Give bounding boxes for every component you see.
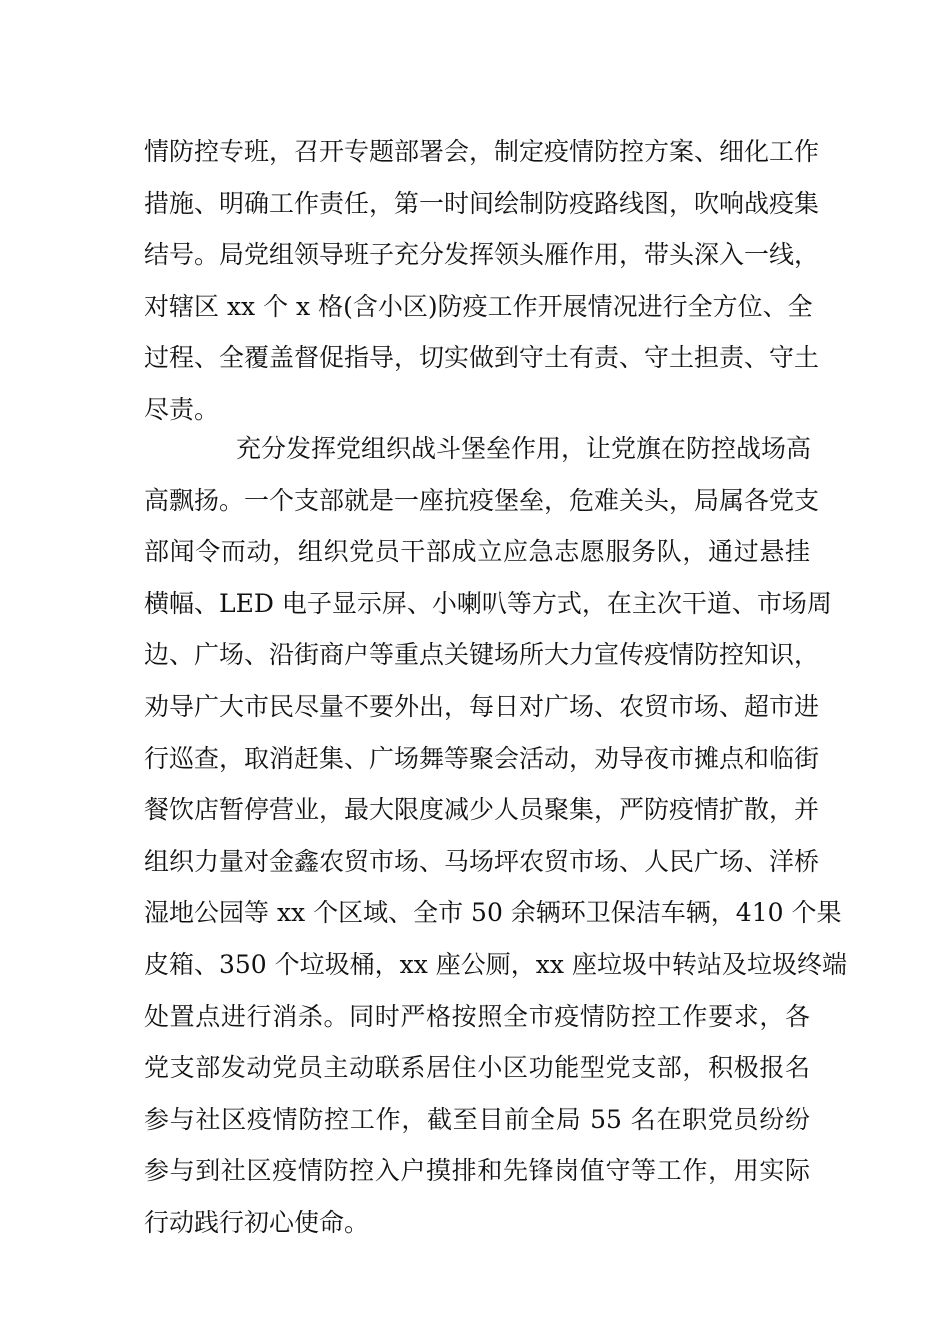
text-line: 尽责。 xyxy=(144,394,220,424)
text-line: 参与社区疫情防控工作，截至目前全局 55 名在职党员纷纷 xyxy=(144,1104,810,1134)
paragraph-2 xyxy=(144,423,847,1249)
text-line: 部闻令而动，组织党员干部成立应急志愿服务队，通过悬挂 xyxy=(144,537,810,567)
text-line: 皮箱、350 个垃圾桶，xx 座公厕，xx 座垃圾中转站及垃圾终端 xyxy=(144,949,847,979)
text-line: 边、广场、沿街商户等重点关键场所大力宣传疫情防控知识， xyxy=(144,640,820,670)
text-line: 参与到社区疫情防控入户摸排和先锋岗值守等工作，用实际 xyxy=(144,1156,810,1186)
text-line: 措施、明确工作责任，第一时间绘制防疫路线图，吹响战疫集 xyxy=(144,188,820,218)
paragraph-1 xyxy=(144,126,820,436)
text-line: 行巡查，取消赶集、广场舞等聚会活动，劝导夜市摊点和临街 xyxy=(144,743,820,773)
text-line: 结号。局党组领导班子充分发挥领头雁作用，带头深入一线， xyxy=(144,240,820,270)
text-line: 组织力量对金鑫农贸市场、马场坪农贸市场、人民广场、洋桥 xyxy=(144,846,820,876)
text-line: 情防控专班，召开专题部署会，制定疫情防控方案、细化工作 xyxy=(144,137,820,166)
text-line: 过程、全覆盖督促指导，切实做到守土有责、守土担责、守土 xyxy=(144,343,820,373)
text-line: 高飘扬。一个支部就是一座抗疫堡垒，危难关头，局属各党支 xyxy=(144,485,820,515)
text-line: 湿地公园等 xx 个区域、全市 50 余辆环卫保洁车辆，410 个果 xyxy=(144,898,842,928)
text-line: 处置点进行消杀。同时严格按照全市疫情防控工作要求，各 xyxy=(144,1001,810,1031)
text-line: 对辖区 xx 个 x 格(含小区)防疫工作开展情况进行全方位、全 xyxy=(144,291,813,321)
text-line: 横幅、LED 电子显示屏、小喇叭等方式，在主次干道、市场周 xyxy=(144,588,832,618)
text-line: 餐饮店暂停营业，最大限度减少人员聚集，严防疫情扩散，并 xyxy=(144,795,820,825)
text-line: 党支部发动党员主动联系居住小区功能型党支部，积极报名 xyxy=(144,1053,810,1083)
text-line: 行动践行初心使命。 xyxy=(144,1207,370,1237)
text-line: 充分发挥党组织战斗堡垒作用，让党旗在防控战场高 xyxy=(236,434,812,463)
text-line: 劝导广大市民尽量不要外出，每日对广场、农贸市场、超市进 xyxy=(144,691,820,721)
